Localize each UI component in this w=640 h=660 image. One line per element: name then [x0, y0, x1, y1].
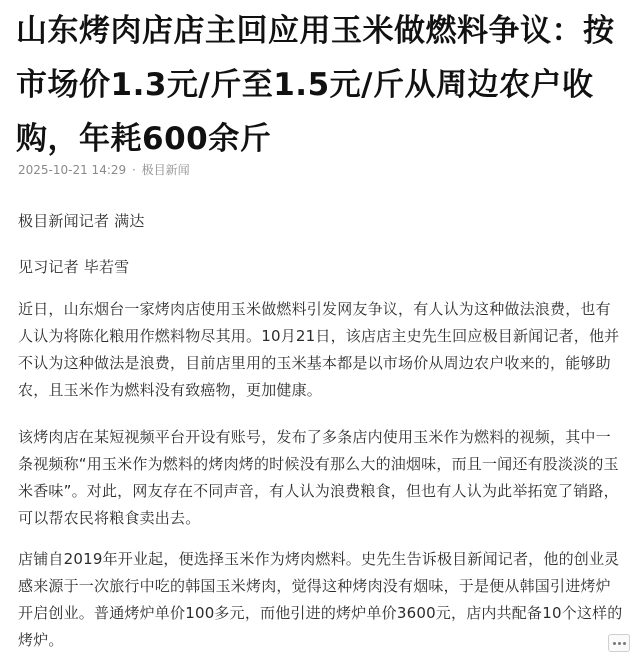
intern-reporter-line: 见习记者 毕若雪	[18, 258, 130, 276]
article-meta	[18, 160, 192, 180]
article-title: 山东烤肉店店主回应用玉米做燃料争议：按市场价1.3元/斤至1.5元/斤从周边农户收购，年耗600余斤	[16, 13, 615, 157]
body-paragraph: 店铺自2019年开业起，便选择玉米作为烤肉燃料。史先生告诉极目新闻记者，他的创业灵感来源于一次旅行中吃的韩国玉米烤肉，觉得这种烤肉没有烟味，于是便从韩国引进烤炉开启创业。普通烤炉单价100多元，而他引进的烤炉单价3600元，店内共配备10个这样的烤炉。	[18, 550, 623, 649]
body-paragraph: 近日，山东烟台一家烤肉店使用玉米做燃料引发网友争议，有人认为这种做法浪费，也有人认为将陈化粮用作燃料物尽其用。10月21日，该店店主史先生回应极目新闻记者，他并不认为这种做法是浪费，目前店里用的玉米基本都是以市场价从周边农户收来的，能够助农，且玉米作为燃料没有致癌物，更加健康。	[18, 300, 620, 399]
reporter-line: 极目新闻记者 满达	[18, 212, 145, 230]
body-paragraph: 该烤肉店在某短视频平台开设有账号，发布了多条店内使用玉米作为燃料的视频，其中一条视频称“用玉米作为燃料的烤肉烤的时候没有那么大的油烟味，而且一闻还有股淡淡的玉米香味”。对此，网友存在不同声音，有人认为浪费粮食，但也有人认为此举拓宽了销路，可以帮农民将粮食卖出去。	[18, 428, 619, 527]
publish-datetime: 2025-10-21 14:29	[18, 163, 127, 177]
source-name[interactable]: 极目新闻	[141, 163, 190, 177]
meta-separator: ·	[131, 163, 136, 177]
more-options-icon[interactable]	[608, 634, 630, 652]
